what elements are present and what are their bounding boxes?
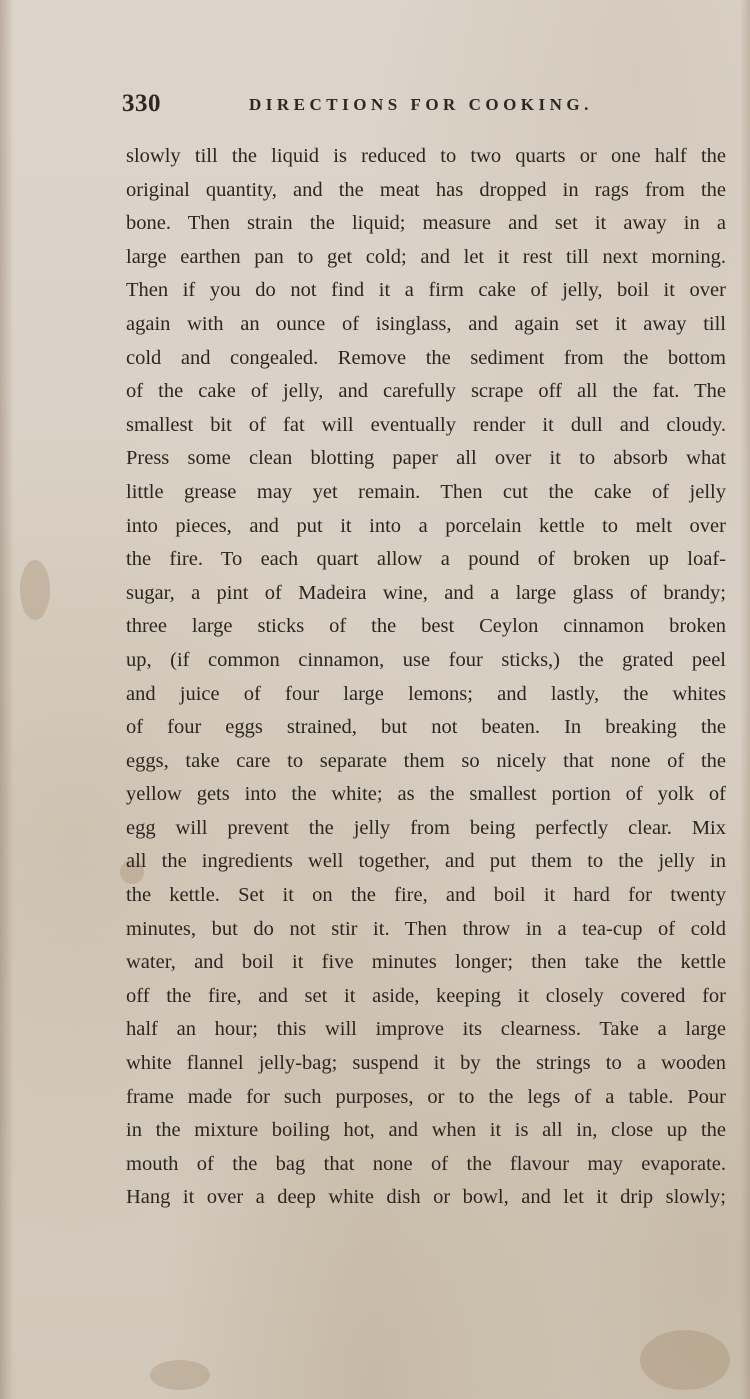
page-number: 330 [122,90,161,117]
foxing-stain [20,560,50,620]
text-line: half an hour; this will improve its clearness. Take a large [126,1018,726,1041]
text-line: again with an ounce of isinglass, and again set it away till [126,312,726,335]
page-edge-shadow-left [0,0,14,1399]
text-line: Then if you do not find it a firm cake of jelly, boil it over [126,279,726,302]
text-line: Hang it over a deep white dish or bowl, and let it drip slowly; [126,1186,726,1209]
text-line: smallest bit of fat will eventually render it dull and cloudy. [126,413,726,436]
text-line: the kettle. Set it on the fire, and boil it hard for twenty [126,884,726,907]
text-line: three large sticks of the best Ceylon cinnamon broken [126,615,726,638]
foxing-stain [640,1330,730,1390]
text-line: egg will prevent the jelly from being perfectly clear. Mix [126,816,726,839]
text-line: large earthen pan to get cold; and let it rest till next morning. [126,245,726,268]
text-line: little grease may yet remain. Then cut the cake of jelly [126,480,726,503]
text-line: up, (if common cinnamon, use four sticks,) the grated peel [126,648,726,671]
text-line: sugar, a pint of Madeira wine, and a large glass of brandy; [126,581,726,604]
running-head: DIRECTIONS FOR COOKING. [249,95,593,114]
text-line: Press some clean blotting paper all over it to absorb what [126,447,726,470]
text-line: slowly till the liquid is reduced to two quarts or one half the [126,145,726,167]
page-edge-shadow-right [740,0,750,1399]
text-line: in the mixture boiling hot, and when it is all in, close up the [126,1119,726,1142]
text-line: cold and congealed. Remove the sediment from the bottom [126,346,726,369]
text-line: of four eggs strained, but not beaten. In breaking the [126,716,726,739]
text-line: the fire. To each quart allow a pound of broken up loaf- [126,548,726,571]
text-line: frame made for such purposes, or to the legs of a table. Pour [126,1085,726,1108]
foxing-stain [150,1360,210,1390]
text-line: original quantity, and the meat has dropped in rags from the [126,178,726,201]
text-line: mouth of the bag that none of the flavour may evaporate. [126,1152,726,1175]
text-line: all the ingredients well together, and put them to the jelly in [126,850,726,873]
text-line: yellow gets into the white; as the smallest portion of yolk of [126,783,726,806]
text-line: of the cake of jelly, and carefully scrape off all the fat. The [126,380,726,403]
body-text [126,140,726,1215]
text-line: white flannel jelly-bag; suspend it by the strings to a wooden [126,1052,726,1075]
text-line: and juice of four large lemons; and lastly, the whites [126,682,726,705]
text-line: minutes, but do not stir it. Then throw in a tea-cup of cold [126,917,726,940]
text-line: water, and boil it five minutes longer; then take the kettle [126,951,726,974]
text-line: off the fire, and set it aside, keeping it closely covered for [126,984,726,1007]
text-line: eggs, take care to separate them so nicely that none of the [126,749,726,772]
text-line: into pieces, and put it into a porcelain kettle to melt over [126,514,726,537]
page-header [122,90,722,126]
text-line: bone. Then strain the liquid; measure and set it away in a [126,212,726,235]
